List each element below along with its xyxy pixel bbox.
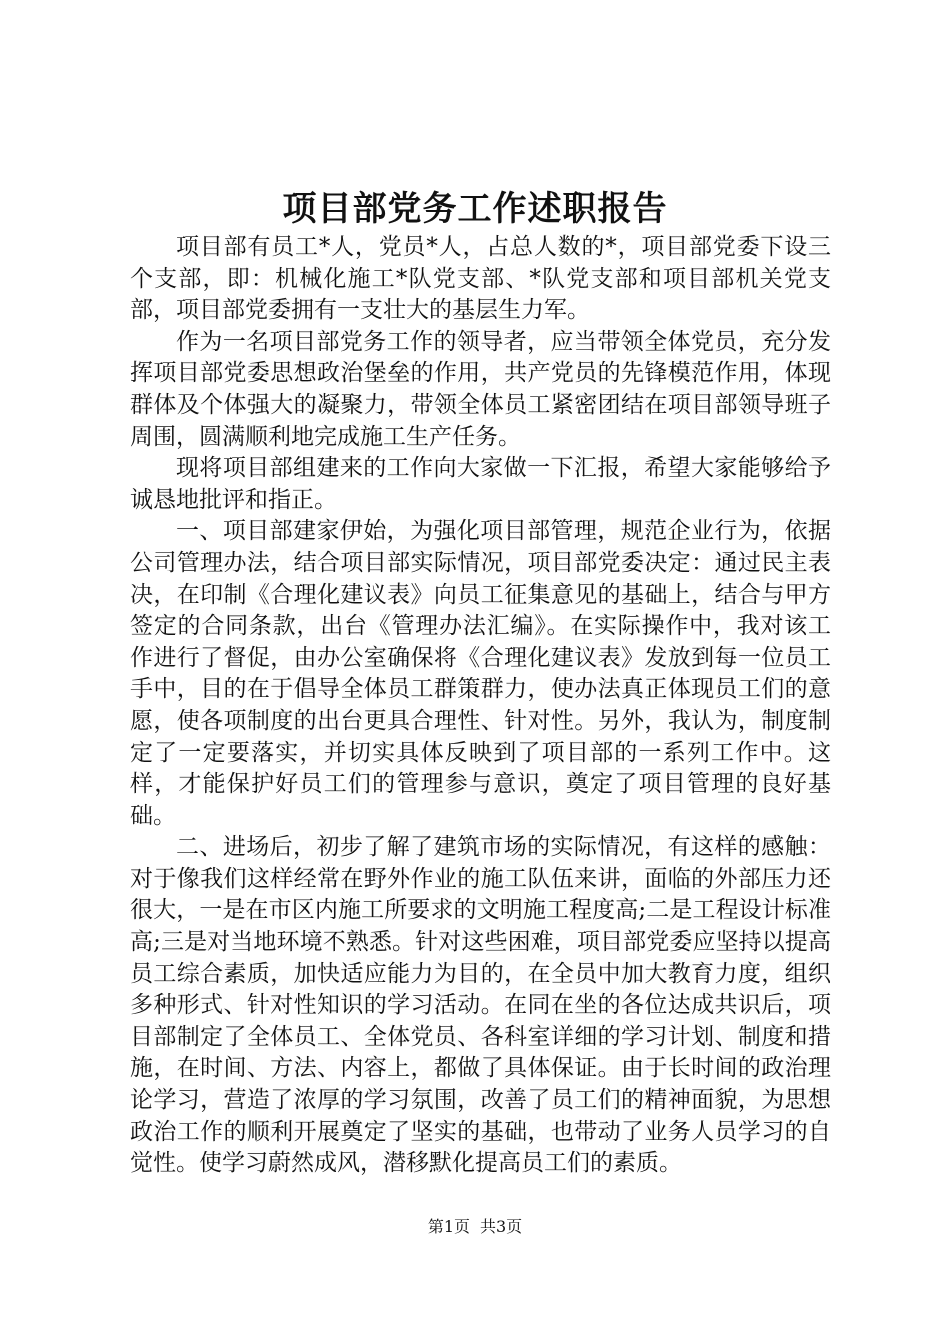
paragraph-intro: 项目部有员工*人，党员*人，占总人数的*，项目部党委下设三个支部，即：机械化施工*队党支部、*队党支部和项目部机关党支部，项目部党委拥有一支壮大的基层生力军。 (130, 234, 831, 324)
paragraph-report-intro: 现将项目部组建来的工作向大家做一下汇报，希望大家能够给予诚恳地批评和指正。 (130, 455, 831, 513)
paragraph-section-two: 二、进场后，初步了解了建筑市场的实际情况，有这样的感触：对于像我们这样经常在野外作业的施工队伍来讲，面临的外部压力还很大，一是在市区内施工所要求的文明施工程度高;二是工程设计标准高;三是对当地环境不熟悉。针对这些困难，项目部党委应坚持以提高员工综合素质，加快适应能力为目的，在全员中加大教育力度，组织多种形式、针对性知识的学习活动。在同在坐的各位达成共识后，项目部制定了全体员工、全体党员、各科室详细的学习计划、制度和措施，在时间、方法、内容上，都做了具体保证。由于长时间的政治理论学习，营造了浓厚的学习氛围，改善了员工们的精神面貌，为思想政治工作的顺利开展奠定了坚实的基础，也带动了业务人员学习的自觉性。使学习蔚然成风，潜移默化提高员工们的素质。 (130, 834, 831, 1177)
page-total: 共3页 (480, 1217, 523, 1236)
document-body (130, 232, 831, 1180)
paragraph-section-one: 一、项目部建家伊始，为强化项目部管理，规范企业行为，依据公司管理办法，结合项目部实际情况，项目部党委决定：通过民主表决，在印制《合理化建议表》向员工征集意见的基础上，结合与甲方签定的合同条款，出台《管理办法汇编》。在实际操作中，我对该工作进行了督促，由办公室确保将《合理化建议表》发放到每一位员工手中，目的在于倡导全体员工群策群力，使办法真正体现员工们的意愿，使各项制度的出台更具合理性、针对性。另外，我认为，制度制定了一定要落实，并切实具体反映到了项目部的一系列工作中。这样，才能保护好员工们的管理参与意识，奠定了项目管理的良好基础。 (130, 518, 831, 829)
paragraph-role: 作为一名项目部党务工作的领导者，应当带领全体党员，充分发挥项目部党委思想政治堡垒的作用，共产党员的先锋模范作用，体现群体及个体强大的凝聚力，带领全体员工紧密团结在项目部领导班子周围，圆满顺利地完成施工生产任务。 (130, 328, 831, 450)
page-footer (0, 1216, 950, 1238)
page-number: 第1页 (427, 1217, 470, 1236)
page-title: 项目部党务工作述职报告 (282, 189, 668, 229)
